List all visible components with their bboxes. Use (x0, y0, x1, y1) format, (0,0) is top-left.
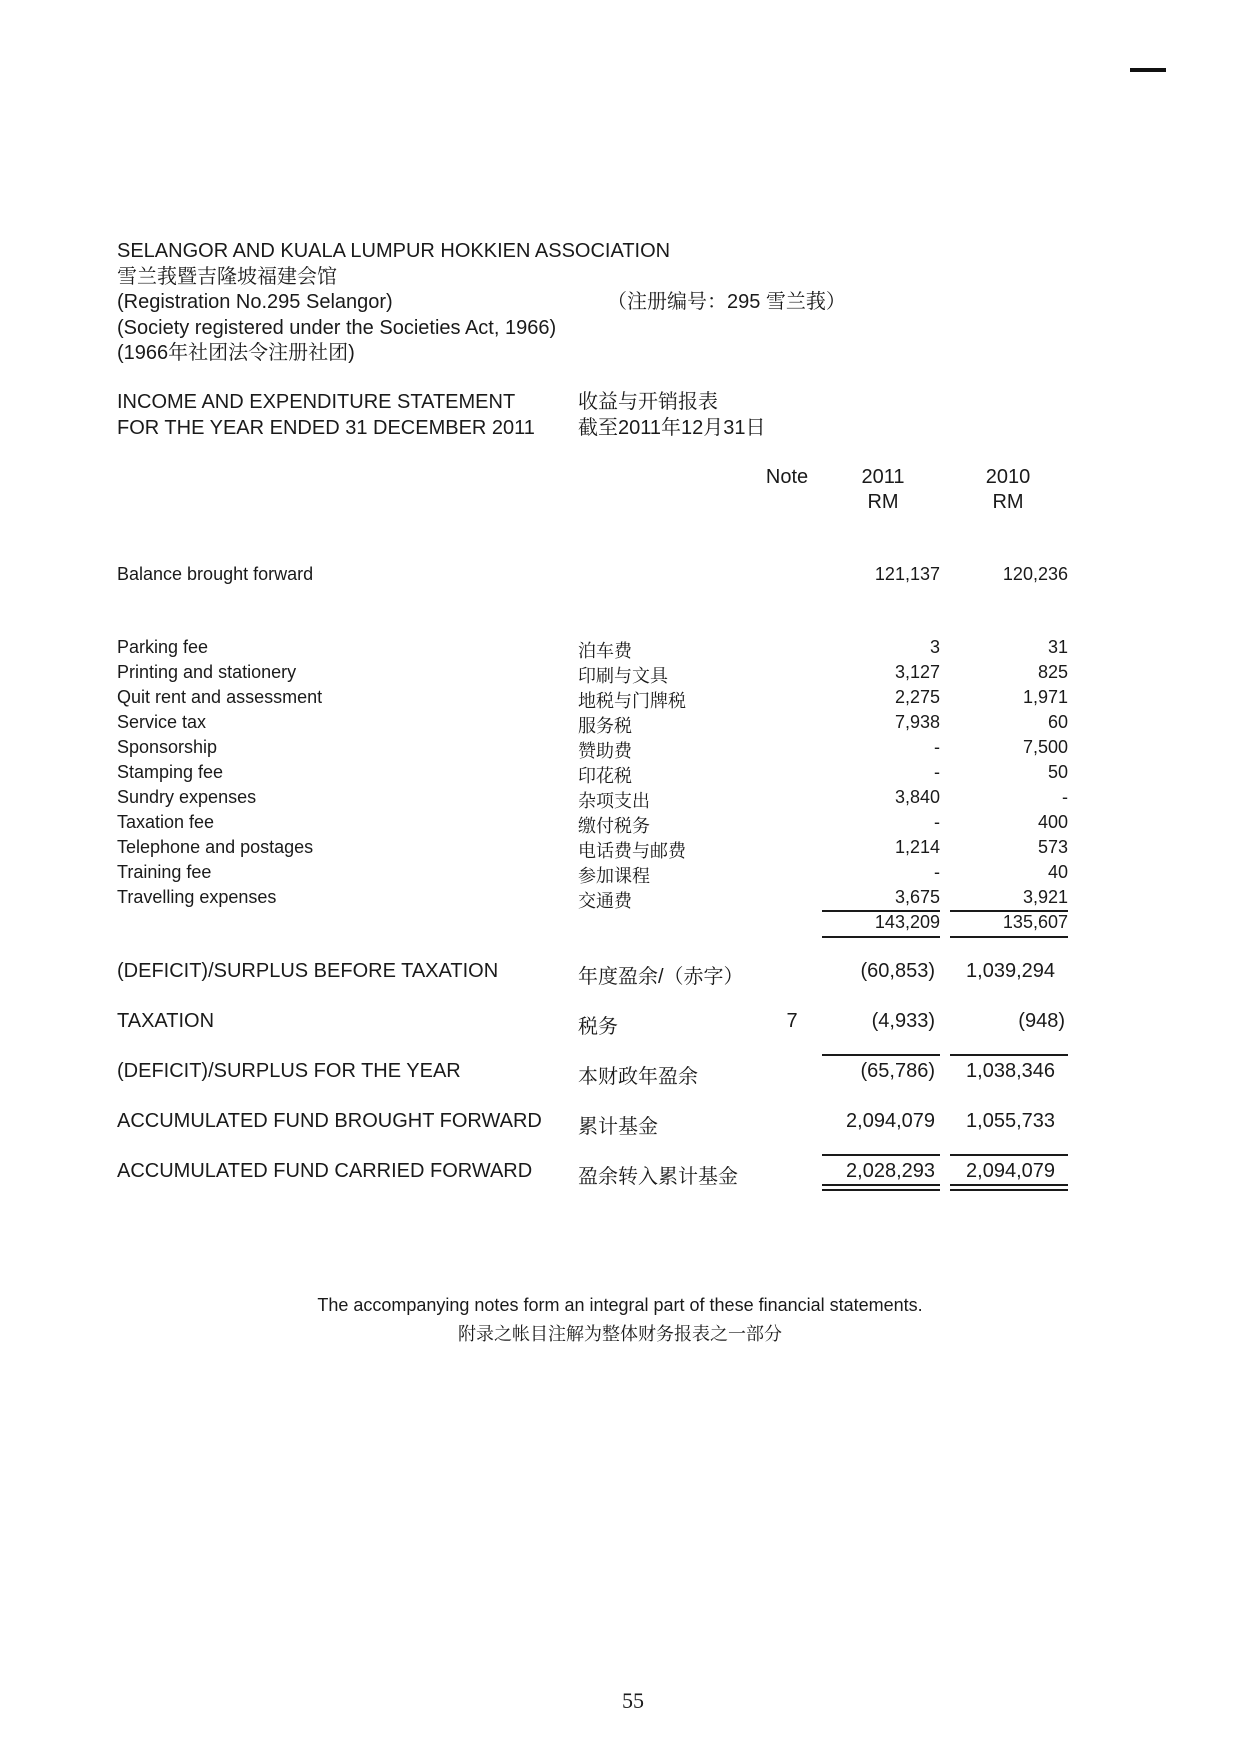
statement-title-cn (578, 389, 766, 441)
expense-2010: 31 (1047, 637, 1068, 657)
subtotal-underline-2010 (950, 936, 1068, 938)
summary-2010: (948) (1018, 1010, 1065, 1032)
expense-row (0, 737, 1240, 762)
expense-label-cn: 赞助费 (578, 741, 632, 761)
expense-label-cn: 泊车费 (578, 641, 632, 661)
summary-label: ACCUMULATED FUND BROUGHT FORWARD (117, 1110, 542, 1132)
expense-label-cn: 服务税 (578, 716, 632, 736)
summary-2010: 1,055,733 (966, 1110, 1055, 1132)
summary-note: 7 (786, 1010, 798, 1032)
registration-line (117, 290, 846, 316)
footer-note-cn: 附录之帐目注解为整体财务报表之一部分 (458, 1324, 782, 1344)
summary-2011: 2,028,293 (846, 1160, 935, 1182)
expense-row (0, 637, 1240, 662)
expense-row (0, 687, 1240, 712)
expense-2011: - (934, 862, 940, 882)
subtotal-underline-2011 (822, 936, 940, 938)
expense-2011: 3,127 (894, 662, 940, 682)
expense-label-cn: 印花税 (578, 766, 632, 786)
summary-2010: 1,039,294 (966, 960, 1055, 982)
column-note-header: Note (765, 466, 809, 488)
expense-row (0, 862, 1240, 887)
expense-row (0, 787, 1240, 812)
expense-label: Printing and stationery (117, 662, 297, 682)
column-2011-header (850, 465, 916, 515)
expense-label: Parking fee (117, 637, 209, 657)
statement-title-cn-text: 收益与开销报表 (578, 391, 718, 413)
expense-label-cn: 地税与门牌税 (578, 691, 686, 711)
expense-label: Travelling expenses (117, 887, 277, 907)
summary-2011: (65,786) (860, 1060, 935, 1082)
summary-row (0, 1010, 1240, 1038)
registration-en: (Registration No.295 Selangor) (117, 291, 393, 313)
expense-label: Sundry expenses (117, 787, 257, 807)
expense-2010: 825 (1037, 662, 1068, 682)
expense-label-cn: 缴付税务 (578, 816, 650, 836)
summary-2011: (4,933) (871, 1010, 935, 1032)
carried-rule-2011 (822, 1154, 940, 1156)
org-name-cn: 雪兰莪暨吉隆坡福建会馆 (117, 265, 337, 288)
expense-2011: 7,938 (894, 712, 940, 732)
page-number: 55 (622, 1688, 644, 1713)
registration-cn: （注册编号：295 雪兰莪） (607, 291, 846, 313)
summary-label: TAXATION (117, 1010, 215, 1032)
footer-note-en: The accompanying notes form an integral part of these financial statements. (317, 1295, 923, 1315)
expense-2010: 3,921 (1022, 887, 1068, 907)
carried-double-underline-top-2010 (950, 1184, 1068, 1186)
summary-2010: 2,094,079 (966, 1160, 1055, 1182)
statement-title: INCOME AND EXPENDITURE STATEMENT (117, 391, 516, 413)
expense-2010: - (1062, 787, 1068, 807)
expense-label: Service tax (117, 712, 207, 732)
society-en: (Society registered under the Societies Act, 1966) (117, 316, 557, 339)
expense-label-cn: 参加课程 (578, 866, 650, 886)
expense-row (0, 762, 1240, 787)
summary-2011: 2,094,079 (846, 1110, 935, 1132)
subtotal-2010: 135,607 (1002, 912, 1068, 932)
summary-label-cn: 税务 (578, 1016, 618, 1038)
summary-row (0, 960, 1240, 988)
summary-label: (DEFICIT)/SURPLUS FOR THE YEAR (117, 1060, 461, 1082)
summary-label-cn: 本财政年盈余 (578, 1066, 698, 1088)
expense-row (0, 837, 1240, 862)
expense-2010: 50 (1047, 762, 1068, 782)
column-2011-year: 2011 (861, 466, 905, 488)
expense-2010: 60 (1047, 712, 1068, 732)
expense-2011: 1,214 (894, 837, 940, 857)
balance-label: Balance brought forward (117, 564, 314, 584)
expense-label: Training fee (117, 862, 212, 882)
expense-label: Sponsorship (117, 737, 218, 757)
expense-label-cn: 电话费与邮费 (578, 841, 686, 861)
expense-label-cn: 杂项支出 (578, 791, 650, 811)
statement-period: FOR THE YEAR ENDED 31 DECEMBER 2011 (117, 417, 535, 439)
carried-double-underline-bottom-2010 (950, 1189, 1068, 1191)
expense-2011: 2,275 (894, 687, 940, 707)
balance-2010: 120,236 (1002, 564, 1068, 584)
expense-2011: 3 (929, 637, 940, 657)
carried-rule-2010 (950, 1154, 1068, 1156)
subtotal-row (0, 912, 1240, 937)
expense-label: Quit rent and assessment (117, 687, 323, 707)
expense-2010: 400 (1037, 812, 1068, 832)
expense-row (0, 887, 1240, 912)
scan-dash-mark (1130, 68, 1166, 72)
expense-2010: 40 (1047, 862, 1068, 882)
expense-2011: - (934, 762, 940, 782)
society-cn: (1966年社团法令注册社团) (117, 342, 355, 364)
expense-2010: 1,971 (1022, 687, 1068, 707)
expense-label-cn: 交通费 (578, 891, 632, 911)
subtotal-2011: 143,209 (874, 912, 940, 932)
column-2011-unit: RM (867, 491, 899, 513)
summary-row (0, 1160, 1240, 1188)
statement-period-cn: 截至2011年12月31日 (578, 417, 766, 439)
org-name-en: SELANGOR AND KUALA LUMPUR HOKKIEN ASSOCIATION (117, 240, 671, 262)
expense-label: Telephone and postages (117, 837, 314, 857)
summary-label-cn: 盈余转入累计基金 (578, 1166, 738, 1188)
expense-2010: 573 (1037, 837, 1068, 857)
expense-2011: 3,675 (894, 887, 940, 907)
summary-label: (DEFICIT)/SURPLUS BEFORE TAXATION (117, 960, 499, 982)
surplus-rule-2011 (822, 1054, 940, 1056)
expense-2010: 7,500 (1022, 737, 1068, 757)
expense-2011: 3,840 (894, 787, 940, 807)
expense-row (0, 712, 1240, 737)
expense-row (0, 812, 1240, 837)
summary-2011: (60,853) (860, 960, 935, 982)
organisation-header (117, 239, 846, 367)
expense-2011: - (934, 812, 940, 832)
expense-row (0, 662, 1240, 687)
column-2010-unit: RM (992, 491, 1024, 513)
summary-2010: 1,038,346 (966, 1060, 1055, 1082)
summary-label: ACCUMULATED FUND CARRIED FORWARD (117, 1160, 533, 1182)
summary-row (0, 1110, 1240, 1138)
expense-label: Taxation fee (117, 812, 215, 832)
balance-2011: 121,137 (874, 564, 940, 584)
balance-row (0, 564, 1240, 589)
column-2010-year: 2010 (985, 466, 1031, 488)
surplus-rule-2010 (950, 1054, 1068, 1056)
carried-double-underline-top-2011 (822, 1184, 940, 1186)
summary-row (0, 1060, 1240, 1088)
summary-label-cn: 年度盈余/（赤字） (578, 966, 744, 988)
expense-2011: - (934, 737, 940, 757)
statement-title-en (117, 389, 535, 441)
expense-label: Stamping fee (117, 762, 224, 782)
column-2010-header (975, 465, 1041, 515)
expense-label-cn: 印刷与文具 (578, 666, 668, 686)
summary-label-cn: 累计基金 (578, 1116, 658, 1138)
carried-double-underline-bottom-2011 (822, 1189, 940, 1191)
